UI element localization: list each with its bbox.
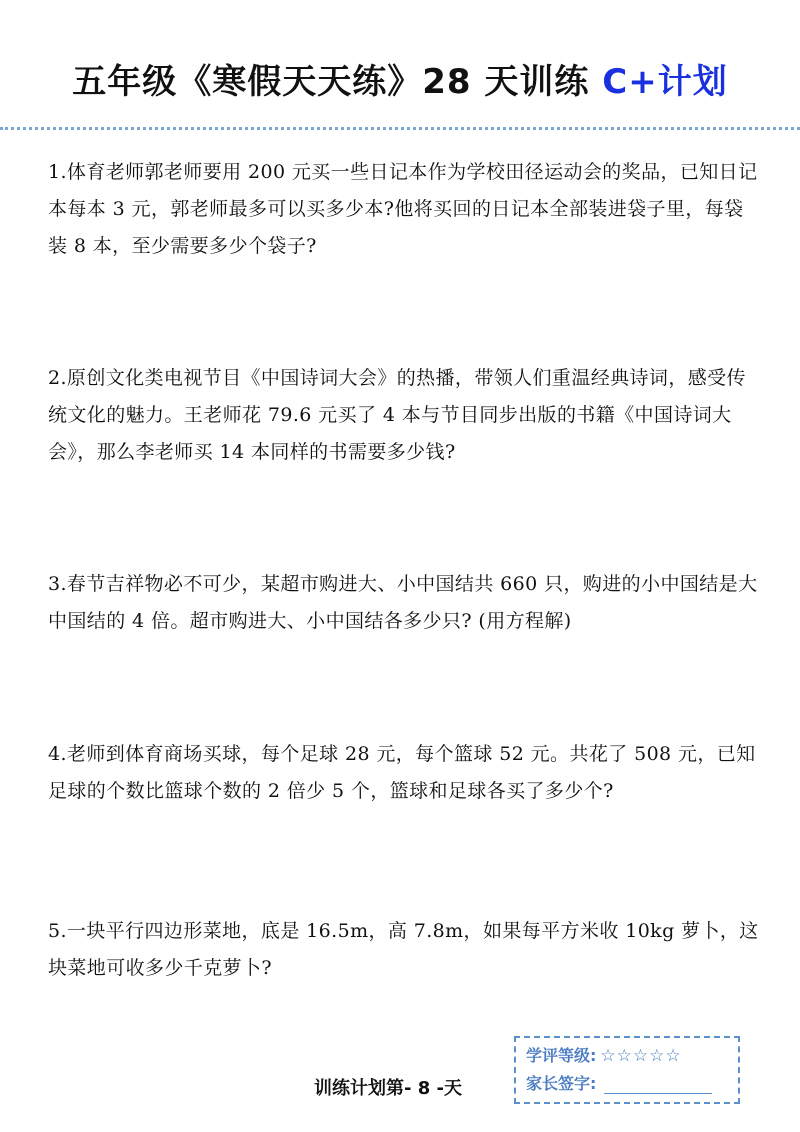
grade-label: 学评等级: xyxy=(526,1046,597,1065)
evaluation-box xyxy=(514,1036,740,1104)
signature-label: 家长签字: xyxy=(526,1074,597,1093)
title-plan: C+计划 xyxy=(602,62,728,102)
grade-stars[interactable]: ☆☆☆☆☆ xyxy=(600,1046,682,1066)
signature-row xyxy=(526,1070,728,1098)
title-main: 五年级《寒假天天练》28 天训练 xyxy=(72,62,603,102)
page-title xyxy=(0,54,800,103)
question-3: 3.春节吉祥物必不可少，某超市购进大、小中国结共 660 只，购进的小中国结是大中国结的 4 倍。超市购进大、小中国结各多少只? (用方程解) xyxy=(48,573,758,632)
question-4: 4.老师到体育商场买球，每个足球 28 元，每个篮球 52 元。共花了 508 元，已知足球的个数比篮球个数的 2 倍少 5 个，篮球和足球各买了多少个? xyxy=(48,743,756,802)
plan-day-footer: 训练计划第- 8 -天 xyxy=(314,1078,462,1099)
grade-row xyxy=(526,1042,728,1070)
question-1: 1.体育老师郭老师要用 200 元买一些日记本作为学校田径运动会的奖品，已知日记本每本 3 元，郭老师最多可以买多少本?他将买回的日记本全部装进袋子里，每袋装 8 本，至少需要多少个袋子? xyxy=(48,161,758,257)
question-2: 2.原创文化类电视节目《中国诗词大会》的热播，带领人们重温经典诗词，感受传统文化的魅力。王老师花 79.6 元买了 4 本与节目同步出版的书籍《中国诗词大会》，那么李老师买 14 本同样的书需要多少钱? xyxy=(48,367,746,463)
dotted-divider xyxy=(0,127,800,130)
signature-line[interactable] xyxy=(604,1075,712,1094)
question-5: 5.一块平行四边形菜地，底是 16.5m，高 7.8m，如果每平方米收 10kg 萝卜，这块菜地可收多少千克萝卜? xyxy=(48,920,759,979)
